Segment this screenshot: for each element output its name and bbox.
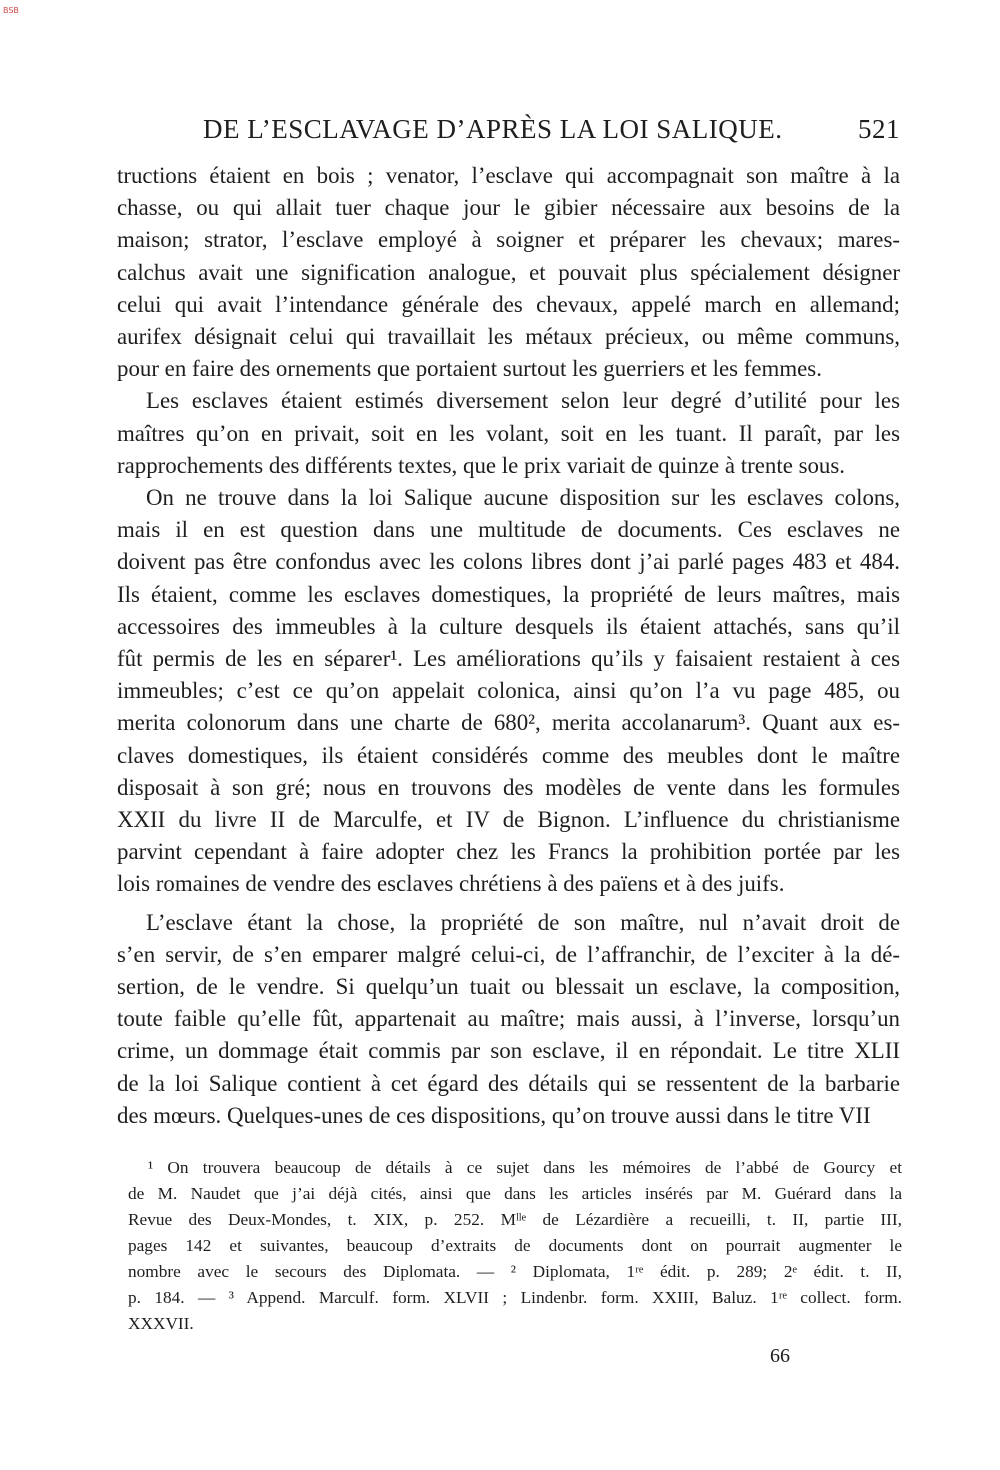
footnote-line: XXXVII. (128, 1314, 194, 1333)
page-number: 521 (858, 114, 900, 144)
text-line: immeubles; c’est ce qu’on appelait colonica, ainsi qu’on l’a vu page 485, ou (117, 678, 900, 704)
text-line: XXII du livre II de Marculfe, et IV de Bignon. L’influence du christianisme (117, 807, 900, 833)
running-title: DE L’ESCLAVAGE D’APRÈS LA LOI SALIQUE. (203, 114, 783, 144)
text-line: s’en servir, de s’en emparer malgré celui-ci, de l’affranchir, de l’exciter à la dé- (117, 941, 900, 967)
text-line: On ne trouve dans la loi Salique aucune disposition sur les esclaves colons, (146, 485, 900, 511)
signature-mark: 66 (770, 1345, 790, 1367)
footnote-line: nombre avec le secours des Diplomata. — ² Diplomata, 1ʳᵉ édit. p. 289; 2ᵉ édit. t. II, (128, 1262, 902, 1281)
library-stamp: BSB (3, 6, 19, 15)
text-line: parvint cependant à faire adopter chez les Francs la prohibition portée par les (117, 839, 900, 865)
text-line: chasse, ou qui allait tuer chaque jour le gibier nécessaire aux besoins de la (117, 195, 900, 221)
text-line: disposait à son gré; nous en trouvons des modèles de vente dans les formules (117, 774, 900, 800)
text-line: celui qui avait l’intendance générale des chevaux, appelé march en allemand; (117, 291, 900, 317)
text-line: mais il en est question dans une multitude de documents. Ces esclaves ne (117, 517, 900, 543)
text-line: doivent pas être confondus avec les colons libres dont j’ai parlé pages 483 et 484. (117, 549, 900, 575)
text-line: de la loi Salique contient à cet égard des détails qui se ressentent de la barbarie (117, 1070, 900, 1096)
text-line: sertion, de le vendre. Si quelqu’un tuait ou blessait un esclave, la composition, (117, 974, 900, 1000)
text-line: claves domestiques, ils étaient considérés comme des meubles dont le maître (117, 742, 900, 768)
text-line: L’esclave étant la chose, la propriété de son maître, nul n’avait droit de (146, 909, 900, 935)
text-line: aurifex désignait celui qui travaillait les métaux précieux, ou même communs, (117, 324, 900, 350)
footnote-line: pages 142 et suivantes, beaucoup d’extraits de documents dont on pourrait augmenter le (128, 1236, 902, 1255)
footnote-line: Revue des Deux-Mondes, t. XIX, p. 252. Mˡˡᵉ de Lézardière a recueilli, t. II, partie III, (128, 1210, 902, 1229)
paragraph (117, 160, 900, 385)
footnote-line: p. 184. — ³ Append. Marculf. form. XLVII ; Lindenbr. form. XXIII, Baluz. 1ʳᵉ collect. form. (128, 1288, 902, 1307)
text-line: toute faible qu’elle fût, appartenait au maître; mais aussi, à l’inverse, lorsqu’un (117, 1006, 900, 1032)
text-line: Ils étaient, comme les esclaves domestiques, la propriété de leurs maîtres, mais (117, 581, 900, 607)
paragraph (117, 482, 900, 901)
footnote-line: de M. Naudet que j’ai déjà cités, ainsi que dans les articles insérés par M. Guérard dans la (128, 1184, 902, 1203)
text-line: tructions étaient en bois ; venator, l’esclave qui accompagnait son maître à la (117, 163, 900, 188)
paragraph (117, 907, 900, 1132)
text-line: fût permis de les en séparer¹. Les améliorations qu’ils y faisaient restaient à ces (117, 646, 900, 672)
footnote-line: ¹ On trouvera beaucoup de détails à ce sujet dans les mémoires de l’abbé de Gourcy et (148, 1158, 902, 1177)
text-line: des mœurs. Quelques-unes de ces dispositions, qu’on trouve aussi dans le titre VII (117, 1102, 871, 1128)
text-line: maîtres qu’on en privait, soit en les volant, soit en les tuant. Il paraît, par les (117, 420, 900, 446)
text-line: pour en faire des ornements que portaient surtout les guerriers et les femmes. (117, 356, 822, 382)
text-line: accessoires des immeubles à la culture desquels ils étaient attachés, sans qu’il (117, 613, 900, 639)
text-line: calchus avait une signification analogue, et pouvait plus spécialement désigner (117, 259, 900, 285)
text-line: crime, un dommage était commis par son esclave, il en répondait. Le titre XLII (117, 1038, 900, 1064)
text-line: maison; strator, l’esclave employé à soigner et préparer les chevaux; mares- (117, 227, 900, 253)
paragraph (117, 385, 900, 482)
text-line: merita colonorum dans une charte de 680², merita accolanarum³. Quant aux es- (117, 710, 900, 736)
body-text (117, 160, 900, 1132)
text-line: lois romaines de vendre des esclaves chrétiens à des païens et à des juifs. (117, 871, 785, 897)
text-line: rapprochements des différents textes, que le prix variait de quinze à trente sous. (117, 452, 846, 478)
text-line: Les esclaves étaient estimés diversement selon leur degré d’utilité pour les (146, 388, 900, 414)
footnotes (128, 1155, 902, 1337)
